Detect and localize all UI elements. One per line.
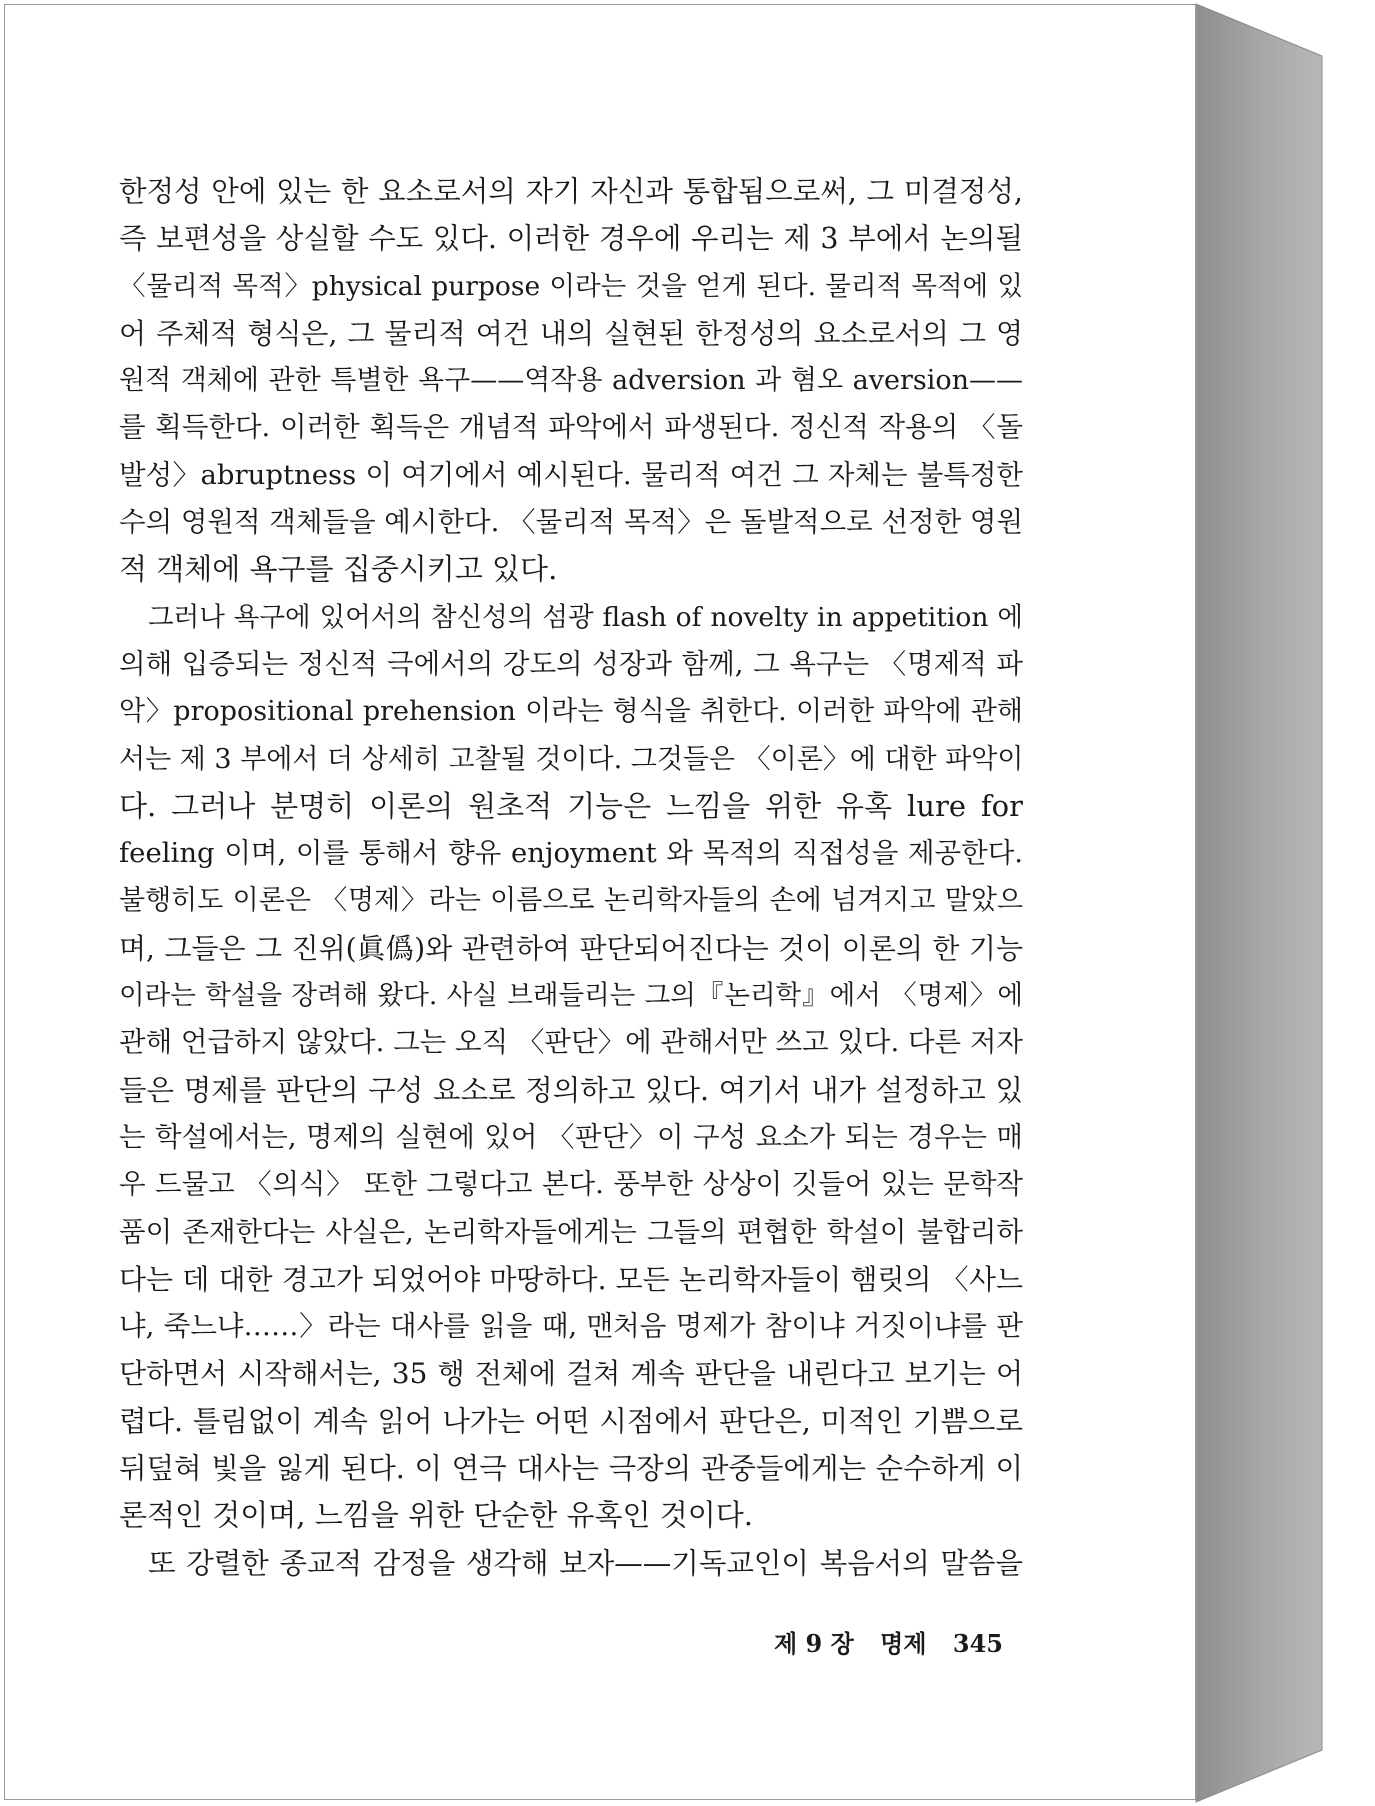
text-line: 품이 존재한다는 사실은, 논리학자들에게는 그들의 편협한 학설이 불합리하: [119, 1215, 1023, 1248]
text-line: 〈물리적 목적〉physical purpose 이라는 것을 얻게 된다. 물리적 목적에 있: [119, 270, 1023, 302]
text-line: 그러나 욕구에 있어서의 참신성의 섬광 flash of novelty in appetition 에: [148, 601, 1023, 633]
text-line: 또 강렬한 종교적 감정을 생각해 보자——기독교인이 복음서의 말씀을: [148, 1546, 1023, 1580]
text-line: 서는 제 3 부에서 더 상세히 고찰될 것이다. 그것들은 〈이론〉에 대한 파악이: [119, 743, 1023, 775]
chapter-title: 명제: [880, 1629, 927, 1658]
text-line: 다. 그러나 분명히 이론의 원초적 기능은 느낌을 위한 유혹 lure for: [119, 788, 1023, 823]
text-line: 즉 보편성을 상실할 수도 있다. 이러한 경우에 우리는 제 3 부에서 논의될: [119, 222, 1023, 256]
text-line: 는 학설에서는, 명제의 실현에 있어 〈판단〉이 구성 요소가 되는 경우는 매: [119, 1120, 1023, 1153]
text-line: 어 주체적 형식은, 그 물리적 여건 내의 실현된 한정성의 요소로서의 그 영: [119, 316, 1023, 350]
chapter-label: 제 9 장: [774, 1629, 854, 1658]
text-line: 우 드물고 〈의식〉 또한 그렇다고 본다. 풍부한 상상이 깃들어 있는 문학작: [119, 1168, 1023, 1201]
page-body-text: [119, 168, 1023, 1587]
text-line: 며, 그들은 그 진위(眞僞)와 관련하여 판단되어진다는 것이 이론의 한 기능: [119, 931, 1023, 965]
text-line: 의해 입증되는 정신적 극에서의 강도의 성장과 함께, 그 욕구는 〈명제적 파: [119, 647, 1023, 680]
text-line: 관해 언급하지 않았다. 그는 오직 〈판단〉에 관해서만 쓰고 있다. 다른 저자: [119, 1026, 1023, 1059]
page-footer: [774, 1624, 1003, 1659]
text-line: 한정성 안에 있는 한 요소로서의 자기 자신과 통합됨으로써, 그 미결정성,: [119, 175, 1023, 208]
text-line: 불행히도 이론은 〈명제〉라는 이름으로 논리학자들의 손에 넘겨지고 말았으: [119, 885, 1023, 917]
text-line: feeling 이며, 이를 통해서 향유 enjoyment 와 목적의 직접성을 제공한다.: [119, 837, 1023, 870]
text-line: 이라는 학설을 장려해 왔다. 사실 브래들리는 그의『논리학』에서 〈명제〉에: [119, 980, 1023, 1012]
text-line: 다는 데 대한 경고가 되었어야 마땅하다. 모든 논리학자들이 햄릿의 〈사느: [119, 1262, 1023, 1296]
page-number: 345: [952, 1629, 1003, 1658]
text-line: 원적 객체에 관한 특별한 욕구——역작용 adversion 과 혐오 aversion——: [119, 365, 1023, 397]
text-line: 냐, 죽느냐……〉라는 대사를 읽을 때, 맨처음 명제가 참이냐 거짓이냐를 판: [119, 1310, 1023, 1343]
text-line: 발성〉abruptness 이 여기에서 예시된다. 물리적 여건 그 자체는 불특정한: [119, 458, 1023, 491]
text-line: 들은 명제를 판단의 구성 요소로 정의하고 있다. 여기서 내가 설정하고 있: [119, 1073, 1023, 1107]
text-line: 뒤덮혀 빛을 잃게 된다. 이 연극 대사는 극장의 관중들에게는 순수하게 이: [119, 1452, 1023, 1486]
text-line: 악〉propositional prehension 이라는 형식을 취한다. 이러한 파악에 관해: [119, 696, 1023, 728]
text-line: 단하면서 시작해서는, 35 행 전체에 걸쳐 계속 판단을 내린다고 보기는 어: [119, 1357, 1023, 1391]
text-line: 적 객체에 욕구를 집중시키고 있다.: [119, 552, 558, 587]
text-line: 렵다. 틀림없이 계속 읽어 나가는 어떤 시점에서 판단은, 미적인 기쁨으로: [119, 1404, 1023, 1438]
text-line: 론적인 것이며, 느낌을 위한 단순한 유혹인 것이다.: [119, 1498, 754, 1533]
text-line: 수의 영원적 객체들을 예시한다. 〈물리적 목적〉은 돌발적으로 선정한 영원: [119, 506, 1023, 539]
text-line: 를 획득한다. 이러한 획득은 개념적 파악에서 파생된다. 정신적 작용의 〈돌: [119, 411, 1023, 444]
